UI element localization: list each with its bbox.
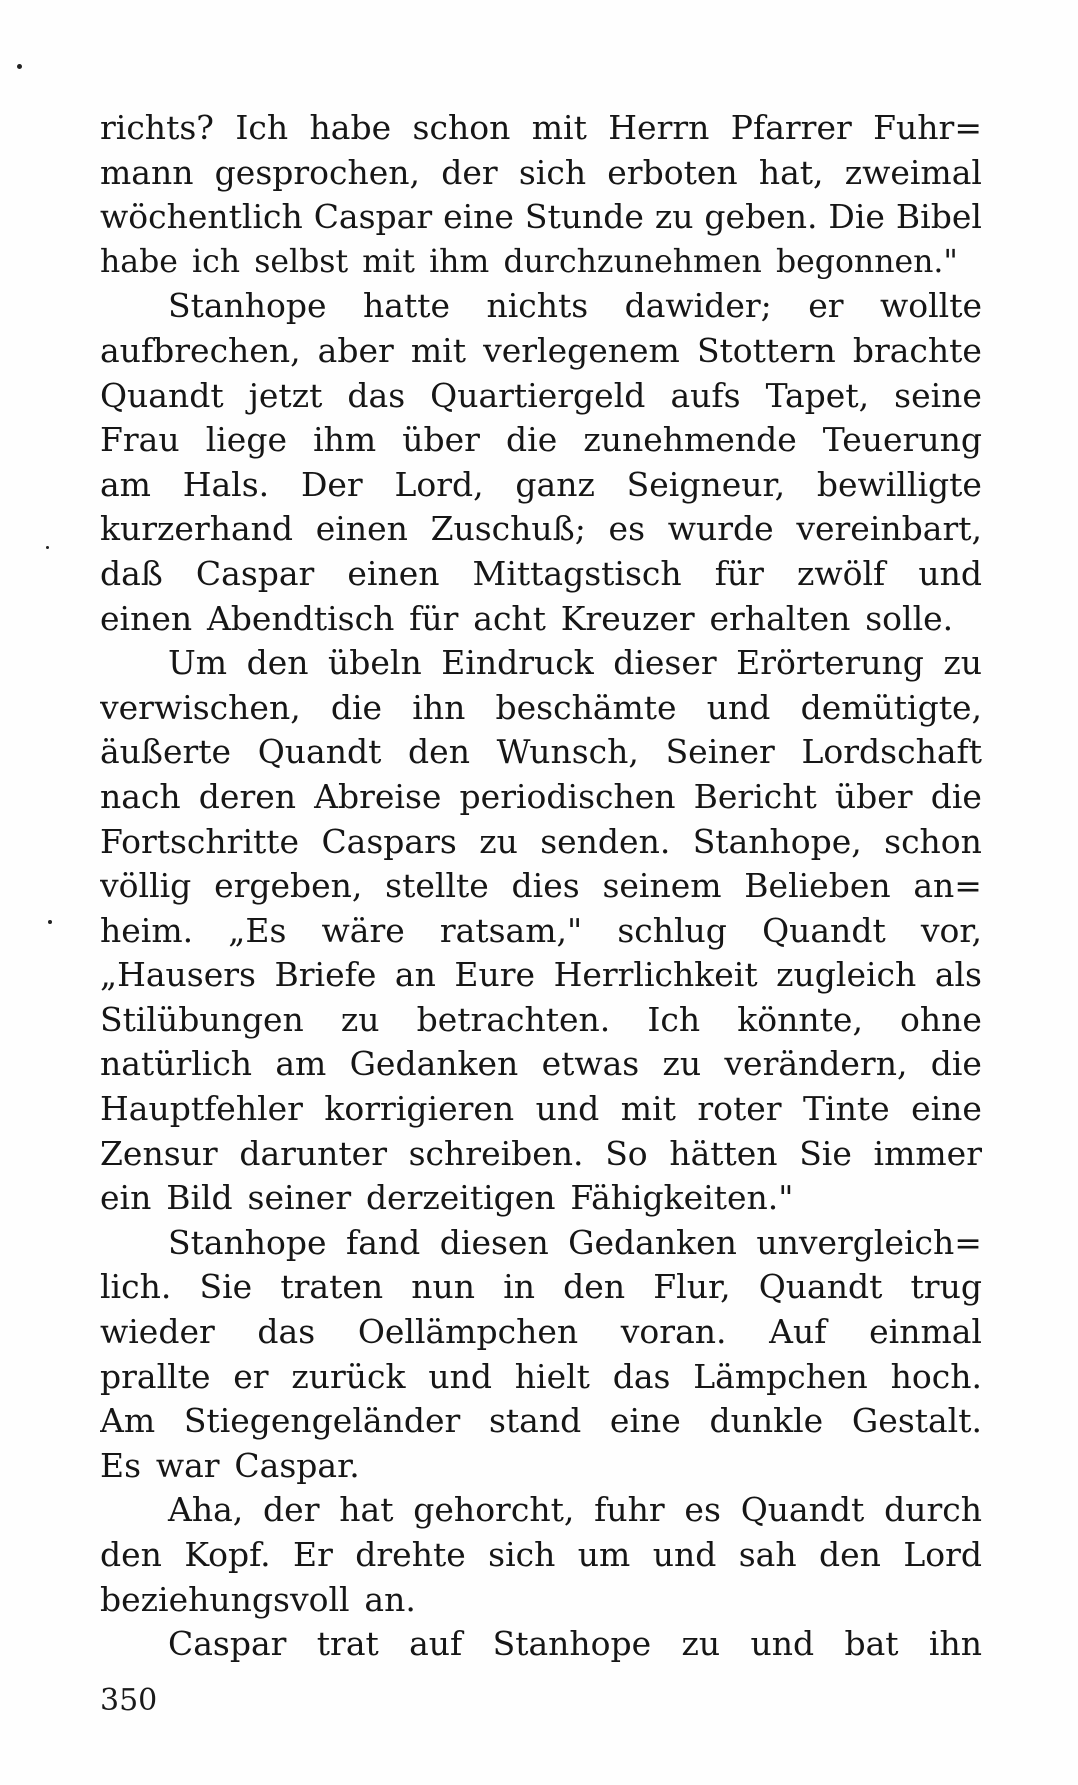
text-line: daß Caspar einen Mittagstisch für zwölf und: [100, 553, 982, 593]
text-line: verwischen, die ihn beschämte und demütigte,: [100, 687, 982, 727]
text-line: völlig ergeben, stellte dies seinem Belieben an=: [100, 866, 982, 906]
text-line: wieder das Oellämpchen voran. Auf einmal: [100, 1312, 982, 1352]
text-line: kurzerhand einen Zuschuß; es wurde vereinbart,: [100, 509, 982, 549]
text-line: Stanhope fand diesen Gedanken unvergleich=: [168, 1222, 982, 1262]
text-line: prallte er zurück und hielt das Lämpchen hoch.: [100, 1356, 982, 1396]
text-line: richts? Ich habe schon mit Herrn Pfarrer Fuhr=: [100, 108, 982, 147]
text-line: beziehungsvoll an.: [100, 1579, 416, 1619]
print-speck: [48, 920, 52, 924]
text-line: habe ich selbst mit ihm durchzunehmen begonnen.": [100, 243, 958, 280]
text-line: Hauptfehler korrigieren und mit roter Tinte eine: [100, 1089, 982, 1129]
text-line: natürlich am Gedanken etwas zu verändern, die: [100, 1044, 982, 1084]
text-line: Frau liege ihm über die zunehmende Teuerung: [100, 420, 982, 460]
body-text: [100, 106, 982, 1667]
text-line: „Hausers Briefe an Eure Herrlichkeit zugleich als: [100, 955, 982, 995]
page-number: 350: [100, 1683, 158, 1718]
text-line: Stilübungen zu betrachten. Ich könnte, ohne: [100, 999, 982, 1039]
text-line: lich. Sie traten nun in den Flur, Quandt trug: [100, 1267, 982, 1307]
text-line: heim. „Es wäre ratsam," schlug Quandt vor,: [100, 910, 982, 950]
text-line: am Hals. Der Lord, ganz Seigneur, bewilligte: [100, 464, 982, 504]
text-line: Um den übeln Eindruck dieser Erörterung zu: [168, 643, 982, 683]
text-line: Es war Caspar.: [100, 1445, 360, 1485]
text-line: einen Abendtisch für acht Kreuzer erhalten solle.: [100, 598, 954, 638]
text-line: Quandt jetzt das Quartiergeld aufs Tapet, seine: [100, 375, 982, 415]
text-line: Stanhope hatte nichts dawider; er wollte: [168, 286, 982, 326]
print-speck: [17, 64, 22, 69]
text-line: äußerte Quandt den Wunsch, Seiner Lordschaft: [100, 732, 982, 772]
text-line: Am Stiegengeländer stand eine dunkle Gestalt.: [100, 1401, 982, 1441]
text-line: Aha, der hat gehorcht, fuhr es Quandt durch: [168, 1490, 982, 1530]
text-line: mann gesprochen, der sich erboten hat, zweimal: [100, 152, 982, 192]
text-line: den Kopf. Er drehte sich um und sah den Lord: [100, 1535, 982, 1574]
text-line: aufbrechen, aber mit verlegenem Stottern brachte: [100, 330, 982, 370]
text-line: Fortschritte Caspars zu senden. Stanhope, schon: [100, 821, 982, 861]
text-line: nach deren Abreise periodischen Bericht über die: [100, 776, 982, 816]
text-line: Zensur darunter schreiben. So hätten Sie immer: [100, 1133, 982, 1173]
text-line: ein Bild seiner derzeitigen Fähigkeiten.": [100, 1178, 794, 1218]
text-line: Caspar trat auf Stanhope zu und bat ihn: [168, 1624, 982, 1664]
print-speck: [46, 546, 49, 549]
text-line: wöchentlich Caspar eine Stunde zu geben. Die Bibel: [100, 197, 982, 237]
